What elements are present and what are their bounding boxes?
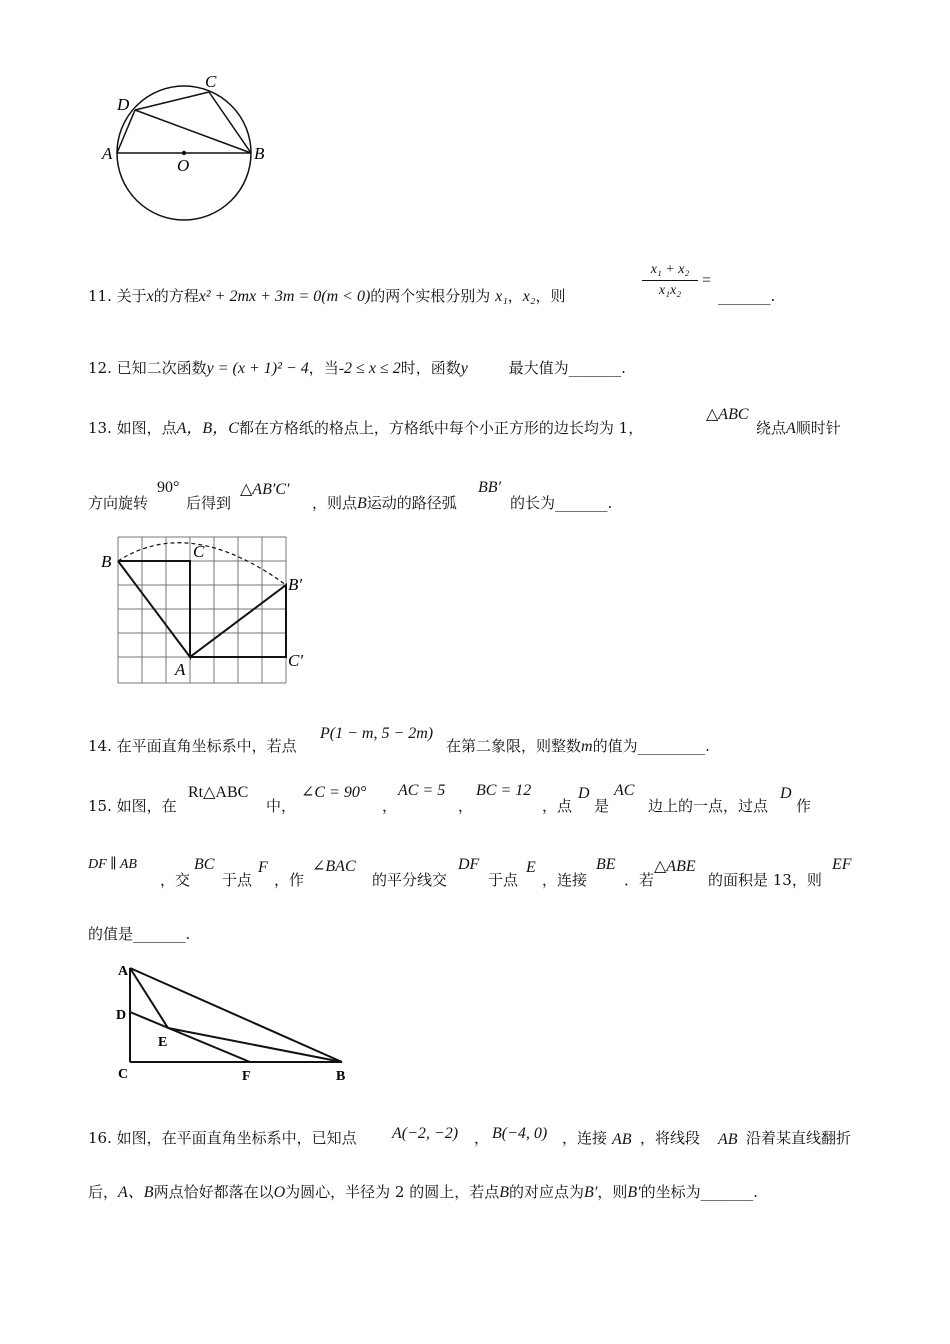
q16-l2-t2: 两点恰好都落在以 (153, 1183, 274, 1201)
q13-l2-text5: 的长为 (510, 494, 556, 512)
q16-l1-t3: ，将线段 (640, 1129, 701, 1147)
q16-l2-ab: A、B (118, 1184, 154, 1201)
q15-l1-t5: 边上的一点，过点 (648, 797, 769, 815)
q11-blank: _______. (718, 287, 776, 305)
q15-ac: AC = 5 (398, 782, 446, 799)
q13-points: A，B，C (176, 420, 239, 437)
question-16-l2 (88, 1183, 758, 1202)
q13-line2-a: 方向旋转 (88, 494, 149, 512)
q13-l2-text3: ，则点 (312, 494, 358, 512)
question-14-b (446, 737, 710, 756)
q12-range: -2 ≤ x ≤ 2 (338, 360, 401, 377)
q15-l1-t4: 是 (594, 797, 610, 815)
q15-l1-t6: 作 (796, 797, 812, 815)
q16-l2-t4: 的对应点为 (509, 1183, 585, 1201)
q15-c2: ， (458, 797, 474, 815)
q11-fraction (642, 262, 698, 299)
q14-blank: _________. (637, 737, 710, 755)
q12-var-y: y (460, 360, 468, 377)
q15-d: D (578, 785, 590, 802)
q15-d2: D (780, 785, 792, 802)
q15-rt: Rt△ABC (188, 784, 249, 801)
tri-label-F: F (242, 1069, 251, 1084)
q14-text2: 在第二象限，则整数 (446, 737, 582, 755)
q14-text3: 的值为 (592, 737, 638, 755)
q11-frac-num: x₁ + x₂ (642, 262, 698, 281)
q15-df: DF ∥ AB (88, 857, 137, 872)
q13-arc: BB′ (478, 479, 502, 496)
segment-dc (135, 92, 209, 110)
q12-text1: 已知二次函数 (116, 359, 207, 377)
q14-var-m: m (581, 738, 593, 755)
q16-number: 16. (88, 1129, 112, 1147)
q15-l2-t5: 于点 (488, 871, 519, 889)
tri-label-E: E (158, 1035, 168, 1050)
label-C: C (205, 72, 217, 91)
q15-angle-c: ∠C = 90° (301, 784, 367, 801)
question-16-l1-a (88, 1129, 357, 1147)
q11-sep: ， (507, 287, 523, 305)
q15-l2-t7: ．若 (624, 871, 655, 889)
q16-l2-t5: ，则 (597, 1183, 628, 1201)
q13-pt-a: A (786, 420, 796, 437)
label-D: D (117, 95, 130, 114)
q13-l1-text3: 绕点 (756, 419, 787, 437)
segment-cb (209, 92, 251, 153)
q13-l2-text4: 运动的路径弧 (366, 494, 457, 512)
q11-frac-den: x₁x₂ (658, 283, 682, 298)
q15-l2-e: E (526, 859, 536, 876)
q12-text2: ，当 (308, 359, 339, 377)
question-11 (88, 287, 565, 306)
q16-l2-bp: B′ (584, 1184, 598, 1201)
grid-label-A: A (175, 660, 186, 679)
question-15-l3 (88, 925, 190, 943)
q13-triangle2: △AB′C′ (240, 481, 290, 498)
q15-l1-t1: 如图，在 (116, 797, 177, 815)
q11-number: 11. (88, 287, 112, 305)
q14-text1: 在平面直角坐标系中，若点 (116, 737, 297, 755)
grid-label-Bp: B′ (288, 575, 303, 594)
triangle-figure (110, 958, 360, 1086)
q15-number: 15. (88, 797, 112, 815)
q16-l1-t4: 沿着某直线翻折 (746, 1129, 852, 1147)
segment-be (168, 1028, 342, 1062)
q16-l2-t3: 为圆心，半径为 2 的圆上，若点 (285, 1183, 500, 1201)
q15-l2-t6: ，连接 (542, 871, 588, 889)
q11-condition: (m < 0) (321, 288, 371, 305)
q16-l2-o: O (273, 1184, 286, 1201)
q13-triangle: △ABC (706, 406, 749, 423)
q13-l1-text1: 如图，点 (116, 419, 177, 437)
q12-text3: 时，函数 (400, 359, 461, 377)
tri-label-D: D (116, 1008, 127, 1023)
q13-l1-text4: 顺时针 (795, 419, 841, 437)
grid-figure (98, 535, 313, 685)
q16-l1-t1: 如图，在平面直角坐标系中，已知点 (116, 1129, 357, 1147)
q16-l2-bp2: B′ (627, 1184, 641, 1201)
q15-l2-t2: 于点 (222, 871, 253, 889)
q13-l1-tail (756, 419, 841, 438)
q15-l1-t3: ，点 (542, 797, 573, 815)
q15-l2-df2: DF (458, 856, 480, 873)
q15-l2-t8: 的面积是 13，则 (708, 871, 822, 889)
grid-label-C: C (193, 542, 205, 561)
segment-db (135, 110, 251, 153)
q14-number: 14. (88, 737, 112, 755)
label-A: A (102, 144, 113, 163)
q16-l2-t1: 后， (88, 1183, 119, 1201)
question-13-line1 (88, 419, 643, 438)
question-15-l1-a (88, 797, 177, 815)
q11-text4: ，则 (535, 287, 566, 305)
q16-c1: ， (474, 1129, 490, 1147)
q15-ac2: AC (614, 782, 635, 799)
grid-label-Cp: C′ (288, 651, 304, 670)
question-14-a (88, 737, 297, 755)
question-12 (88, 359, 626, 378)
q13-line2-d (510, 494, 612, 512)
tri-label-C: C (118, 1067, 129, 1082)
q12-func: y = (x + 1)² − 4 (206, 360, 309, 377)
q16-l2-t6: 的坐标为 (640, 1183, 701, 1201)
q15-l2-t1: ，交 (160, 871, 191, 889)
q11-text3: 的两个实根分别为 (370, 287, 491, 305)
q15-l2-be: BE (596, 856, 616, 873)
grid-label-B: B (101, 552, 112, 571)
q13-blank: _______. (555, 494, 613, 512)
q16-pb: B(−4, 0) (492, 1125, 548, 1142)
q16-ab: AB (612, 1131, 632, 1148)
q11-x2: x₂ (522, 288, 536, 305)
label-O: O (177, 156, 190, 175)
q11-text1: 关于 (116, 287, 147, 305)
q12-blank: _______. (568, 359, 626, 377)
tri-label-B: B (336, 1069, 346, 1084)
label-B: B (254, 144, 265, 163)
q15-l2-bac: ∠BAC (312, 858, 356, 875)
q13-l1-text2: 都在方格纸的格点上，方格纸中每个小正方形的边长均为 1， (238, 419, 644, 437)
circle-figure (95, 65, 285, 235)
q15-l2-ef: EF (832, 856, 852, 873)
q11-text2: 的方程 (153, 287, 199, 305)
q13-number: 13. (88, 419, 112, 437)
segment-ad (117, 110, 135, 153)
q15-l2-t4: 的平分线交 (372, 871, 448, 889)
center-dot (182, 151, 186, 155)
q15-l3-t1: 的值是 (88, 925, 134, 943)
q11-x1: x₁ (495, 288, 508, 305)
q12-text4: 最大值为 (508, 359, 569, 377)
q13-pt-b: B (357, 495, 367, 512)
q16-ab2: AB (718, 1131, 738, 1148)
q15-l2-f: F (258, 859, 268, 876)
q11-var-x: x (146, 288, 154, 305)
q11-equation: x² + 2mx + 3m = 0 (198, 288, 322, 305)
q13-line2-c (312, 494, 457, 513)
q13-line2-b: 后得到 (186, 494, 232, 512)
q16-l2-b: B (499, 1184, 510, 1201)
q15-l1-t2: 中， (266, 797, 297, 815)
q16-blank: _______. (700, 1183, 758, 1201)
q11-equals: = (702, 272, 712, 289)
q15-bc: BC = 12 (476, 782, 532, 799)
q16-pa: A(−2, −2) (392, 1125, 459, 1142)
tri-label-A: A (118, 964, 129, 979)
q14-point: P(1 − m, 5 − 2m) (320, 725, 434, 742)
q15-l2-abe: △ABE (654, 858, 696, 875)
q15-l2-bc: BC (194, 856, 215, 873)
segment-df (130, 1012, 250, 1062)
q15-l2-t3: ，作 (274, 871, 305, 889)
q13-angle: 90° (157, 479, 180, 496)
q15-c1: ， (382, 797, 398, 815)
q15-blank: _______. (133, 925, 191, 943)
q12-number: 12. (88, 359, 112, 377)
q16-l1-t2: ，连接 (562, 1129, 608, 1147)
